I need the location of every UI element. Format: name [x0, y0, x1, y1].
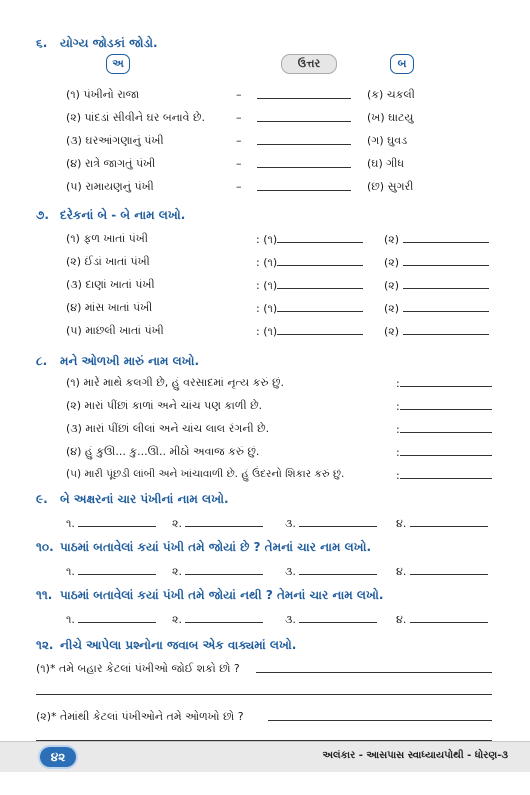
riddle: (૫) મારી પૂંછડી લાંબી અને ખાંચાવાળી છે. હું ઉંદરનો શિકાર કરું છું. — [66, 468, 345, 480]
dash: – — [236, 180, 242, 193]
riddle-answer[interactable]: : — [396, 468, 492, 482]
match-row — [66, 134, 164, 148]
section-number: ૬. — [36, 36, 48, 50]
section-6-title — [36, 36, 158, 51]
answer-one[interactable]: : (૧) — [256, 301, 363, 316]
right-item: (છ) સુગરી — [367, 180, 414, 193]
page-number: ૪૨ — [40, 747, 76, 767]
riddle-answer[interactable]: : — [396, 445, 492, 459]
section-12-title: ૧૨. નીચે આપેલા પ્રશ્નોના જવાબ એક વાક્યમાં લખો. — [36, 638, 297, 652]
list-item: (૪) માંસ ખાતાં પંખી — [66, 301, 153, 314]
answer-blank[interactable] — [257, 180, 351, 194]
blank-4[interactable]: ૪. — [396, 612, 488, 627]
riddle: (૩) મારાં પીંછાં લીલાં અને ચાંચ લાલ રંગની છે. — [66, 422, 270, 435]
right-item: (ગ) ઘુવડ — [367, 134, 408, 147]
match-row — [66, 157, 155, 171]
right-item: (ક) ચકલી — [367, 88, 415, 101]
answer-two[interactable]: (૨) — [384, 278, 489, 293]
section-text: દરેકનાં બે - બે નામ લખો. — [60, 208, 186, 222]
match-row — [66, 88, 139, 102]
answer-one[interactable]: : (૧) — [256, 324, 363, 339]
answer-two[interactable]: (૨) — [384, 324, 489, 339]
section-number: ૭. — [36, 208, 49, 222]
answer-line[interactable] — [36, 684, 492, 698]
section-text: યોગ્ય જોડકાં જોડો. — [60, 36, 158, 50]
book-title: અલંકાર - આસપાસ સ્વાધ્યાયપોથી - ધોરણ-૩ — [322, 750, 508, 761]
match-row — [66, 111, 205, 125]
answer-line[interactable] — [256, 662, 492, 676]
dash: – — [236, 111, 242, 124]
left-item: પંખીનો રાજા — [83, 88, 140, 101]
answer-blank[interactable] — [257, 111, 351, 125]
item-number: (૪) — [66, 157, 82, 170]
right-item: (ખ) ઘાટયુ — [367, 111, 414, 124]
list-item: (૩) દાણાં ખાતાં પંખી — [66, 278, 155, 291]
blank-1[interactable]: ૧. — [66, 612, 156, 627]
riddle: (૪) હું કુઊ... કુ...ઊ.. મીઠો અવાજ કરું છું. — [66, 445, 260, 458]
column-a-header: અ — [106, 54, 130, 74]
section-8-title — [36, 354, 199, 369]
list-item: (૫) માછલી ખાતાં પંખી — [66, 324, 164, 337]
left-item: ઘરઆંગણાનું પંખી — [85, 134, 164, 147]
item-number: (૨) — [66, 111, 82, 124]
riddle-answer[interactable]: : — [396, 399, 492, 413]
answer-two[interactable]: (૨) — [384, 255, 489, 270]
riddle-answer[interactable]: : — [396, 376, 492, 390]
answer-column-header: ઉત્તર — [281, 54, 337, 74]
section-11-title: ૧૧. પાઠમાં બતાવેલાં કયાં પંખી તમે જોયાં નથી ? તેમનાં ચાર નામ લખો. — [36, 588, 384, 602]
blank-2[interactable]: ૨. — [172, 612, 263, 627]
blank-4[interactable]: ૪. — [396, 564, 488, 579]
item-number: (૧) — [66, 88, 80, 101]
section-9-title: ૯. બે અક્ષરનાં ચાર પંખીનાં નામ લખો. — [36, 492, 229, 506]
blank-1[interactable]: ૧. — [66, 516, 156, 531]
item-number: (૩) — [66, 134, 82, 147]
answer-one[interactable]: : (૧) — [256, 278, 363, 293]
question-2: (૨)* તેમાંથી કેટલાં પંખીઓને તમે ઓળખો છો ? — [36, 710, 244, 723]
answer-two[interactable]: (૨) — [384, 232, 489, 247]
left-item: રામાયણનું પંખી — [85, 180, 154, 193]
list-item: (૧) ફળ ખાતાં પંખી — [66, 232, 148, 245]
blank-1[interactable]: ૧. — [66, 564, 156, 579]
answer-two[interactable]: (૨) — [384, 301, 489, 316]
dash: – — [236, 157, 242, 170]
match-row — [66, 180, 154, 194]
answer-one[interactable]: : (૧) — [256, 232, 363, 247]
section-text: મને ઓળખી મારું નામ લખો. — [60, 354, 200, 368]
blank-3[interactable]: ૩. — [285, 516, 377, 531]
right-item: (ઘ) ગીધ — [367, 157, 405, 170]
blank-4[interactable]: ૪. — [396, 516, 488, 531]
list-item: (૨) ઈંડાં ખાતાં પંખી — [66, 255, 150, 268]
riddle-answer[interactable]: : — [396, 422, 492, 436]
riddle: (૧) મારે માથે કલગી છે, હું વરસાદમાં નૃત્ય કરું છું. — [66, 376, 284, 389]
blank-2[interactable]: ૨. — [172, 564, 263, 579]
riddle: (૨) મારાં પીંછાં કાળાં અને ચાંચ પણ કાળી છે. — [66, 399, 263, 412]
section-number: ૮. — [36, 354, 48, 368]
column-b-header: બ — [390, 54, 414, 74]
answer-blank[interactable] — [257, 134, 351, 148]
answer-one[interactable]: : (૧) — [256, 255, 363, 270]
item-number: (૫) — [66, 180, 82, 193]
answer-blank[interactable] — [257, 157, 351, 171]
question-1: (૧)* તમે બહાર કેટલાં પંખીઓ જોઈ શકો છો ? — [36, 662, 240, 675]
blank-3[interactable]: ૩. — [285, 564, 377, 579]
section-7-title — [36, 208, 185, 223]
dash: – — [236, 134, 242, 147]
blank-2[interactable]: ૨. — [172, 516, 263, 531]
left-item: પાંદડાં સીવીને ઘર બનાવે છે. — [84, 111, 205, 124]
section-10-title: ૧૦. પાઠમાં બતાવેલાં કયાં પંખી તમે જોયાં છે ? તેમનાં ચાર નામ લખો. — [36, 540, 372, 554]
answer-line[interactable] — [268, 710, 492, 724]
left-item: રાત્રે જાગતું પંખી — [84, 157, 156, 170]
dash: – — [236, 88, 242, 101]
blank-3[interactable]: ૩. — [285, 612, 377, 627]
answer-blank[interactable] — [257, 88, 351, 102]
